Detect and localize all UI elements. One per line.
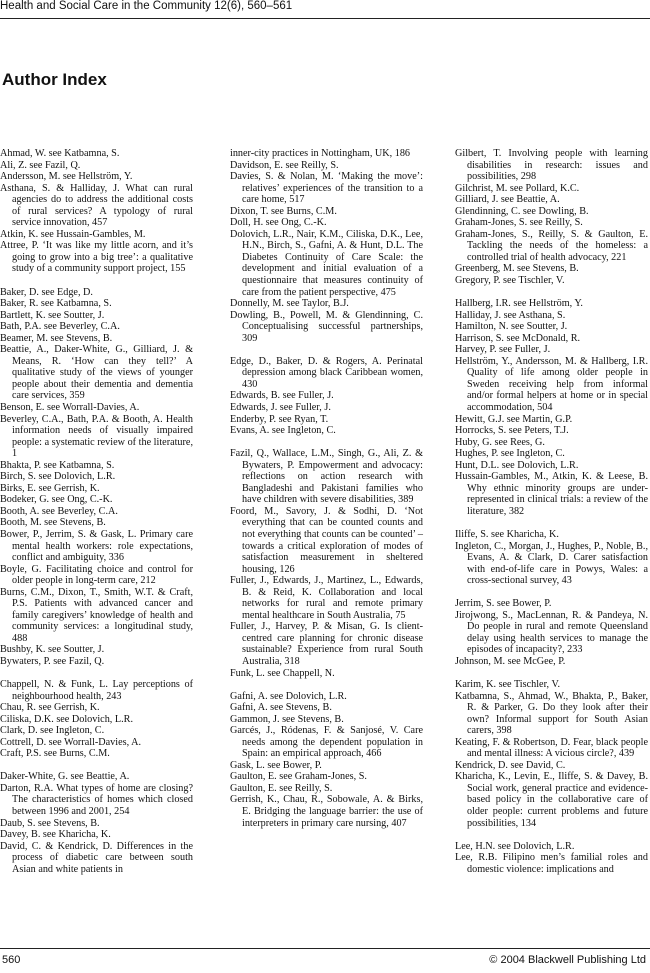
index-entry: Beamer, M. see Stevens, B. [0, 332, 113, 344]
index-entry: Graham-Jones, S., Reilly, S. & Gaulton, E. Tackling the needs of the homeless: a controlled trial of health advocacy, 221 [455, 228, 648, 263]
section-gap [455, 287, 648, 299]
footer-rule [0, 948, 650, 949]
index-entry: Beverley, C.A., Bath, P.A. & Booth, A. Health information needs of visually impaired people: a systematic review of the literature, 1 [0, 413, 193, 460]
index-entry: Fazil, Q., Wallace, L.M., Singh, G., Ali, Z. & Bywaters, P. Empowerment and advocacy: reflections on action research with Bangladeshi and Pakistani families who have children with severe disabilities, 389 [230, 448, 423, 506]
index-entry: Andersson, M. see Hellström, Y. [0, 171, 133, 183]
index-entry: Bartlett, K. see Soutter, J. [0, 309, 105, 321]
section-gap [455, 829, 648, 841]
index-entry: Dowling, B., Powell, M. & Glendinning, C. Conceptualising successful partnerships, 309 [230, 309, 423, 344]
index-entry: Kharicha, K., Levin, E., Iliffe, S. & Davey, B. Social work, general practice and evidence-based policy in the collaborative care of older people: current problems and future possibilities, 134 [455, 771, 648, 829]
index-entry: Benson, E. see Worrall-Davies, A. [0, 401, 140, 413]
index-entry: Daker-White, G. see Beattie, A. [0, 771, 130, 783]
index-entry: Hewitt, G.J. see Martin, G.P. [455, 413, 573, 425]
index-entry: Chappell, N. & Funk, L. Lay perceptions of neighbourhood health, 243 [0, 679, 193, 702]
index-entry: Hunt, D.L. see Dolovich, L.R. [455, 459, 579, 471]
section-gap [455, 667, 648, 679]
index-entry: Burns, C.M., Dixon, T., Smith, W.T. & Craft, P.S. Patients with advanced cancer and family caregivers’ knowledge of health and community services: a longitudinal study, 488 [0, 586, 193, 644]
index-entry: Gilliard, J. see Beattie, A. [455, 194, 560, 206]
index-entry: Edwards, B. see Fuller, J. [230, 390, 334, 402]
index-entry: Fuller, J., Edwards, J., Martinez, L., Edwards, B. & Reid, K. Collaboration and local networks for rural and remote primary mental healthcare in South Australia, 75 [230, 575, 423, 621]
index-entry: Ingleton, C., Morgan, J., Hughes, P., Noble, B., Evans, A. & Clark, D. Carer satisfaction with end-of-life care in Powys, Wales: a cross-sectional survey, 43 [455, 540, 648, 587]
index-entry: Beattie, A., Daker-White, G., Gilliard, J. & Means, R. ‘How can they tell?’ A qualitative study of the views of younger people about their dementia and dementia care services, 359 [0, 344, 193, 402]
index-entry: Jirojwong, S., MacLennan, R. & Pandeya, N. Do people in rural and remote Queensland delay using health services to manage the episodes of incapacity?, 233 [455, 609, 648, 656]
index-entry: Enderby, P. see Ryan, T. [230, 413, 329, 425]
section-gap [230, 437, 423, 449]
index-entry: Gaulton, E. see Graham-Jones, S. [230, 771, 367, 783]
header-rule [0, 18, 650, 19]
index-entry: Gask, L. see Bower, P. [230, 759, 322, 771]
index-entry: Atkin, K. see Hussain-Gambles, M. [0, 228, 146, 240]
index-entry: Johnson, M. see McGee, P. [455, 655, 566, 667]
index-entry: Hellström, Y., Andersson, M. & Hallberg, I.R. Quality of life among older people in Sweden receiving help from informal and/or formal helpers at home or in special accommodation, 504 [455, 355, 648, 413]
index-entry: Bywaters, P. see Fazil, Q. [0, 656, 105, 668]
index-entry: Chau, R. see Gerrish, K. [0, 702, 100, 714]
index-entry: inner-city practices in Nottingham, UK, 186 [230, 148, 411, 159]
index-entry: Davey, B. see Kharicha, K. [0, 829, 111, 841]
index-entry: Donnelly, M. see Taylor, B.J. [230, 298, 349, 310]
index-entry: Gilbert, T. Involving people with learning disabilities in research: issues and possibilities, 298 [455, 148, 648, 183]
index-entry: Darton, R.A. What types of home are closing? The characteristics of homes which closed between 1996 and 2001, 254 [0, 782, 193, 818]
index-entry: Harrison, S. see McDonald, R. [455, 332, 581, 344]
index-entry: Jerrim, S. see Bower, P. [455, 598, 552, 610]
journal-citation: Health and Social Care in the Community 12(6), 560–561 [0, 0, 293, 12]
index-entry: Bushby, K. see Soutter, J. [0, 644, 105, 656]
section-gap [230, 344, 423, 356]
index-entry: Baker, R. see Katbamna, S. [0, 298, 112, 310]
index-entry: Glendinning, C. see Dowling, B. [455, 205, 589, 217]
index-entry: Birks, E. see Gerrish, K. [0, 482, 100, 494]
index-entry: Karim, K. see Tischler, V. [455, 678, 561, 690]
index-entry: Hamilton, N. see Soutter, J. [455, 321, 568, 333]
index-entry: Bower, P., Jerrim, S. & Gask, L. Primary care mental health workers: role expectations, conflict and ambiguity, 336 [0, 529, 193, 564]
index-entry: Davies, S. & Nolan, M. ‘Making the move’: relatives’ experiences of the transition to a care home, 517 [230, 171, 423, 206]
index-entry: Baker, D. see Edge, D. [0, 286, 93, 298]
index-entry: Gregory, P. see Tischler, V. [455, 275, 565, 287]
index-entry: Bath, P.A. see Beverley, C.A. [0, 321, 120, 333]
index-entry: Lee, H.N. see Dolovich, L.R. [455, 840, 575, 852]
index-entry: Asthana, S. & Halliday, J. What can rural agencies do to address the additional costs of rural services? A typology of rural service innovation, 457 [0, 182, 193, 229]
copyright-notice: © 2004 Blackwell Publishing Ltd [489, 954, 646, 966]
index-entry: Halliday, J. see Asthana, S. [455, 309, 566, 321]
index-entry: Ciliska, D.K. see Dolovich, L.R. [0, 713, 133, 725]
index-entry: David, C. & Kendrick, D. Differences in the process of diabetic care between south Asian and white patients in [0, 840, 193, 875]
index-entry: Gaulton, E. see Reilly, S. [230, 782, 333, 794]
index-entry: Evans, A. see Ingleton, C. [230, 425, 336, 437]
index-column-3 [455, 148, 648, 875]
index-entry: Birch, S. see Dolovich, L.R. [0, 471, 116, 483]
section-gap [455, 517, 648, 529]
index-entry: Ahmad, W. see Katbamna, S. [0, 148, 120, 159]
index-column-2 [230, 148, 423, 829]
index-entry: Lee, R.B. Filipino men’s familial roles and domestic violence: implications and [455, 852, 648, 875]
index-entry: Keating, F. & Robertson, D. Fear, black people and mental illness: A vicious circle?, 439 [455, 736, 648, 760]
index-entry: Horrocks, S. see Peters, T.J. [455, 425, 569, 437]
index-entry: Graham-Jones, S. see Reilly, S. [455, 217, 583, 229]
index-entry: Gafni, A. see Stevens, B. [230, 702, 332, 714]
section-gap [230, 679, 423, 691]
index-entry: Gilchrist, M. see Pollard, K.C. [455, 182, 580, 194]
index-entry: Doll, H. see Ong, C.-K. [230, 217, 327, 229]
index-entry: Cottrell, D. see Worrall-Davies, A. [0, 736, 142, 748]
index-entry: Gammon, J. see Stevens, B. [230, 713, 344, 725]
index-entry: Edwards, J. see Fuller, J. [230, 401, 331, 413]
index-entry: Dixon, T. see Burns, C.M. [230, 205, 337, 217]
index-entry: Boyle, G. Facilitating choice and control for older people in long-term care, 212 [0, 563, 193, 587]
index-entry: Iliffe, S. see Kharicha, K. [455, 528, 559, 540]
section-gap [0, 760, 193, 772]
index-entry: Craft, P.S. see Burns, C.M. [0, 748, 110, 760]
index-entry: Booth, A. see Beverley, C.A. [0, 505, 118, 517]
section-gap [0, 668, 193, 680]
index-entry: Foord, M., Savory, J. & Sodhi, D. ‘Not everything that can be counted counts and not everything that counts can be counted’ – towards a critical exploration of modes of satisfaction measurement in sheltered housing, 126 [230, 505, 423, 575]
index-entry: Hughes, P. see Ingleton, C. [455, 448, 565, 460]
index-entry: Daub, S. see Stevens, B. [0, 817, 100, 829]
index-entry: Davidson, E. see Reilly, S. [230, 159, 339, 171]
page-title: Author Index [2, 70, 107, 89]
index-entry: Bhakta, P. see Katbamna, S. [0, 459, 115, 471]
index-entry: Hussain-Gambles, M., Atkin, K. & Leese, B. Why ethnic minority groups are under-represented in clinical trials: a review of the literature, 382 [455, 471, 648, 517]
index-entry: Katbamna, S., Ahmad, W., Bhakta, P., Baker, R. & Parker, G. Do they look after their own? Informal support for South Asian carers, 398 [455, 690, 648, 737]
index-entry: Gafni, A. see Dolovich, L.R. [230, 690, 347, 702]
index-entry: Booth, M. see Stevens, B. [0, 517, 106, 529]
running-header [0, 0, 650, 22]
index-entry: Garcés, J., Ródenas, F. & Sanjosé, V. Care needs among the dependent population in Spain: an empirical approach, 466 [230, 725, 423, 760]
index-entry: Bodeker, G. see Ong, C.-K. [0, 494, 113, 506]
index-entry: Harvey, P. see Fuller, J. [455, 344, 551, 356]
index-entry: Huby, G. see Rees, G. [455, 436, 545, 448]
index-column-1 [0, 148, 193, 875]
index-entry: Hallberg, I.R. see Hellström, Y. [455, 298, 583, 310]
index-entry: Ali, Z. see Fazil, Q. [0, 159, 81, 171]
index-entry: Fuller, J., Harvey, P. & Misan, G. Is client-centred care planning for chronic disease sustainable? Experience from rural South Australia, 318 [230, 621, 423, 667]
index-entry: Attree, P. ‘It was like my little acorn, and it’s going to grow into a big tree’: a qualitative study of a community support project, 155 [0, 240, 193, 275]
section-gap [0, 275, 193, 287]
index-entry: Clark, D. see Ingleton, C. [0, 725, 105, 737]
index-entry: Funk, L. see Chappell, N. [230, 667, 335, 679]
section-gap [455, 587, 648, 599]
page-number: 560 [2, 954, 21, 966]
index-entry: Gerrish, K., Chau, R., Sobowale, A. & Birks, E. Bridging the language barrier: the use of interpreters in primary care nursing, 407 [230, 794, 423, 829]
index-entry: Kendrick, D. see David, C. [455, 759, 566, 771]
index-entry: Dolovich, L.R., Nair, K.M., Ciliska, D.K., Lee, H.N., Birch, S., Gafni, A. & Hunt, D.L. The Diabetes Continuity of Care Scale: the development and initial evaluation of a questionnaire that measures continuity of care from the patient perspective, 475 [230, 228, 423, 298]
index-entry: Edge, D., Baker, D. & Rogers, A. Perinatal depression among black Caribbean women, 430 [230, 355, 423, 390]
index-entry: Greenberg, M. see Stevens, B. [455, 263, 579, 275]
